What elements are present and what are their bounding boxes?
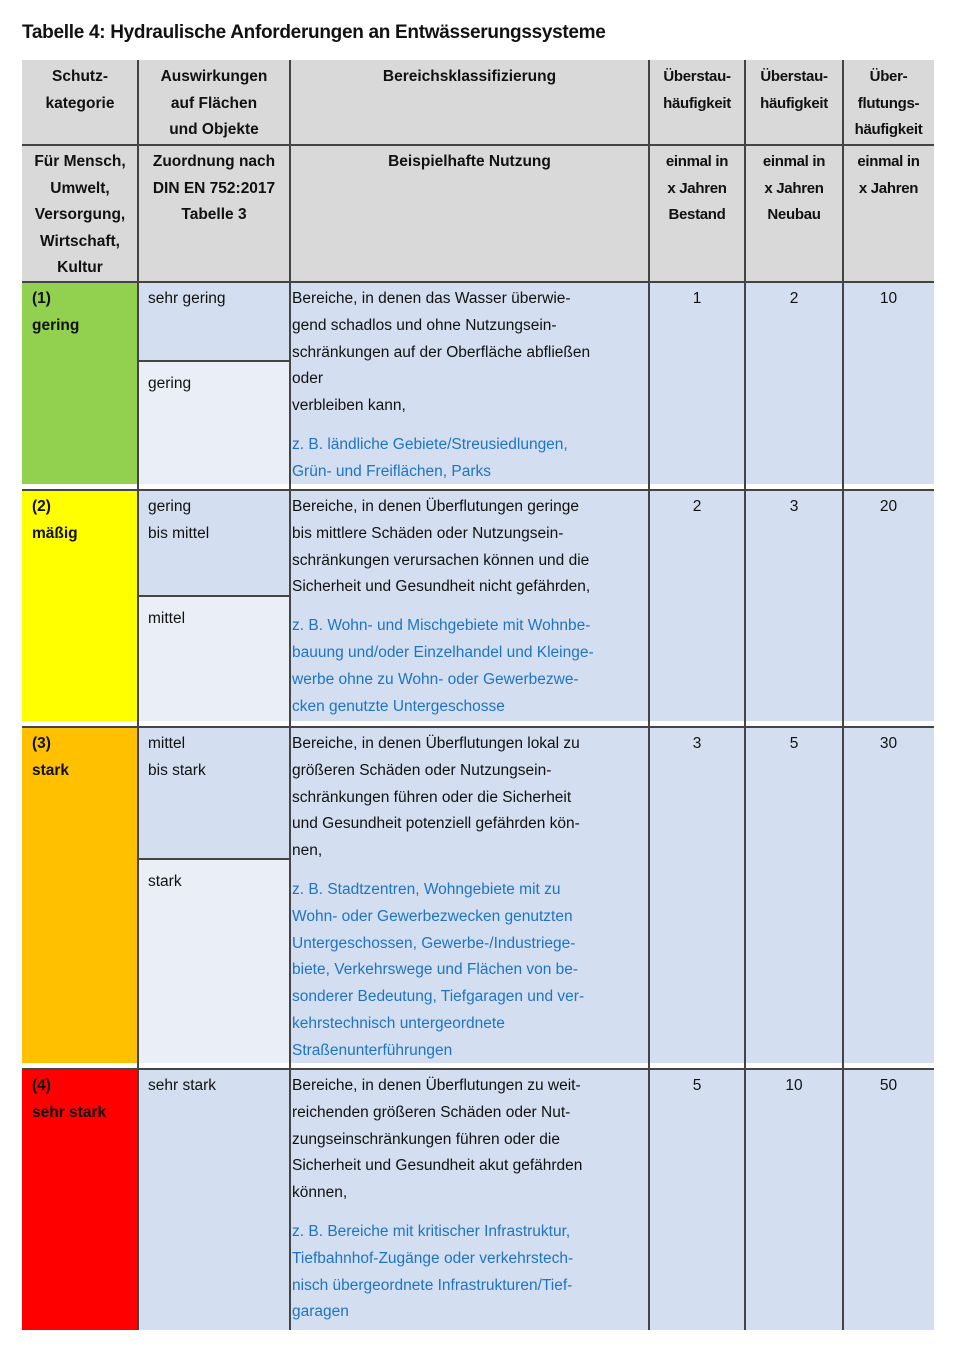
header-area-classification: Bereichsklassifizierung	[290, 60, 649, 145]
header-surcharge-new-sub: einmal in x Jahren Neubau	[745, 145, 843, 282]
flooding-value: 10	[843, 282, 934, 490]
grid-line	[138, 595, 290, 597]
header-flooding-frequency: Über- flutungs- häufigkeit	[843, 60, 934, 145]
surcharge-new-value: 2	[745, 282, 843, 490]
grid-line	[22, 489, 934, 491]
flooding-value: 20	[843, 490, 934, 727]
category-cell: (4) sehr stark	[22, 1069, 138, 1330]
grid-line	[22, 1068, 934, 1070]
impact-cell: mittel	[138, 596, 290, 727]
grid-line	[22, 726, 934, 728]
header-flooding-frequency-sub: einmal in x Jahren	[843, 145, 934, 282]
surcharge-new-value: 5	[745, 727, 843, 1069]
surcharge-existing-value: 5	[649, 1069, 745, 1330]
header-surcharge-existing: Überstau- häufigkeit	[649, 60, 745, 145]
category-cell: (1) gering	[22, 282, 138, 490]
header-protection-category-sub: Für Mensch, Umwelt, Versorgung, Wirtschaft, Kultur	[22, 145, 138, 282]
example-usage-text: z. B. Bereiche mit kritischer Infrastruktur, Tiefbahnhof-Zugänge oder verkehrstech- nisch übergeordnete Infrastrukturen/Tief- garagen	[292, 1222, 574, 1321]
description-cell	[290, 727, 649, 1069]
hydraulic-requirements-table	[22, 60, 934, 1330]
grid-line	[137, 60, 139, 1330]
flooding-value: 30	[843, 727, 934, 1069]
category-cell: (3) stark	[22, 727, 138, 1069]
grid-line	[744, 60, 746, 1330]
header-area-classification-sub: Beispielhafte Nutzung	[290, 145, 649, 282]
flooding-value: 50	[843, 1069, 934, 1330]
grid-line	[138, 858, 290, 860]
description-text: Bereiche, in denen Überflutungen lokal zu größeren Schäden oder Nutzungsein- schränkungen führen oder die Sicherheit und Gesundheit potenziell gefährden kön- nen,	[292, 735, 580, 860]
impact-cell: stark	[138, 859, 290, 1069]
header-surcharge-new: Überstau- häufigkeit	[745, 60, 843, 145]
grid-line	[648, 60, 650, 1330]
description-text: Bereiche, in denen Überflutungen zu weit- reichenden größeren Schäden oder Nut- zungseinschränkungen führen oder die Sicherheit und Gesundheit akut gefährden können,	[292, 1077, 583, 1202]
category-cell: (2) mäßig	[22, 490, 138, 727]
impact-cell: gering	[138, 361, 290, 490]
impact-cell: sehr stark	[138, 1069, 290, 1330]
header-impacts-sub: Zuordnung nach DIN EN 752:2017 Tabelle 3	[138, 145, 290, 282]
header-protection-category: Schutz- kategorie	[22, 60, 138, 145]
example-usage-text: z. B. Wohn- und Mischgebiete mit Wohnbe- bauung und/oder Einzelhandel und Kleinge- werbe ohne zu Wohn- oder Gewerbezwe- cken genutzte Untergeschosse	[292, 617, 594, 715]
grid-line	[22, 144, 934, 146]
grid-line	[842, 60, 844, 1330]
surcharge-new-value: 3	[745, 490, 843, 727]
impact-cell: sehr gering	[138, 282, 290, 361]
description-text: Bereiche, in denen das Wasser überwie- gend schadlos und ohne Nutzungsein- schränkungen auf der Oberfläche abfließen oder verbleiben kann,	[292, 290, 591, 415]
example-usage-text: z. B. Stadtzentren, Wohngebiete mit zu Wohn- oder Gewerbezwecken genutzten Untergeschossen, Gewerbe-/Industriege- biete, Verkehrswege und Flächen von be- sonderer Bedeutung, Tiefgaragen und ver- kehrstechnisch untergeordnete Straßenunterführungen	[292, 880, 585, 1059]
surcharge-new-value: 10	[745, 1069, 843, 1330]
example-usage-text: z. B. ländliche Gebiete/Streusiedlungen, Grün- und Freiflächen, Parks	[292, 435, 568, 480]
description-text: Bereiche, in denen Überflutungen geringe bis mittlere Schäden oder Nutzungsein- schränkungen verursachen können und die Sicherheit und Gesundheit nicht gefährden,	[292, 498, 591, 596]
description-cell	[290, 1069, 649, 1330]
header-impacts: Auswirkungen auf Flächen und Objekte	[138, 60, 290, 145]
description-cell	[290, 490, 649, 727]
header-surcharge-existing-sub: einmal in x Jahren Bestand	[649, 145, 745, 282]
description-cell	[290, 282, 649, 490]
grid-line	[289, 60, 291, 1330]
surcharge-existing-value: 1	[649, 282, 745, 490]
impact-cell: gering bis mittel	[138, 490, 290, 596]
surcharge-existing-value: 2	[649, 490, 745, 727]
grid-line	[22, 281, 934, 283]
table-title: Tabelle 4: Hydraulische Anforderungen an Entwässerungssysteme	[22, 22, 606, 43]
surcharge-existing-value: 3	[649, 727, 745, 1069]
impact-cell: mittel bis stark	[138, 727, 290, 859]
grid-line	[138, 360, 290, 362]
